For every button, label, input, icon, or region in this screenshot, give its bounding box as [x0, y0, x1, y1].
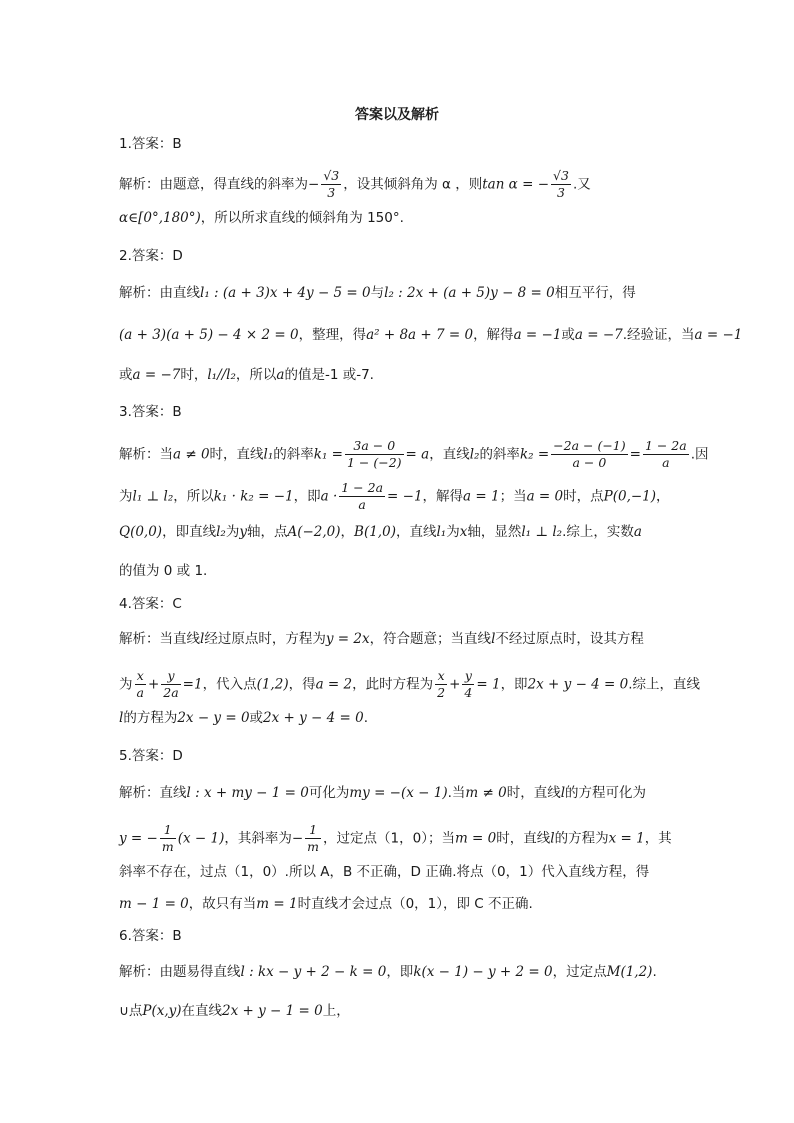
text: ，直线: [395, 524, 437, 540]
math: k₁ · k₂ = −1: [213, 488, 294, 505]
solution-3-line-4: [119, 561, 679, 581]
fraction: [643, 438, 689, 471]
text: 与: [370, 285, 385, 301]
text: 可化为: [308, 785, 350, 801]
math: (1,2): [256, 676, 289, 693]
fraction: [321, 168, 341, 201]
text: .经验证，当: [622, 327, 695, 343]
text: 的方程可化为: [565, 785, 647, 801]
math: l: [560, 785, 566, 801]
numerator: y: [462, 668, 474, 685]
text: 经过原点时，方程为: [204, 631, 326, 647]
text: ；当: [499, 488, 527, 505]
text: 为: [119, 488, 133, 505]
numerator: 1: [305, 822, 321, 839]
text: ，此时方程为: [352, 676, 434, 693]
fraction: [305, 822, 321, 855]
fraction: [462, 668, 474, 701]
fraction: [345, 438, 404, 471]
math: x = 1: [608, 830, 645, 847]
text: 解析：当直线: [119, 631, 200, 647]
math: l: [119, 710, 124, 726]
text: .又: [572, 176, 591, 193]
math: Q(0,0): [119, 524, 163, 540]
text: ，得: [288, 676, 316, 693]
answer-1: 1.答案：B: [119, 136, 182, 152]
math: P(0,−1): [603, 488, 657, 505]
math: a ≠ 0: [173, 446, 210, 463]
math: A(−2,0): [287, 524, 341, 540]
fraction: [161, 668, 180, 701]
text: 解析：由题易得直线: [119, 964, 241, 980]
text: ，所以所求直线的倾斜角为 150°.: [200, 210, 404, 226]
solution-5-line-1: [119, 783, 679, 803]
math: a ·: [320, 488, 338, 505]
math: = 1: [476, 676, 501, 693]
solution-6-line-2: [119, 1001, 679, 1021]
answer-3: 3.答案：B: [119, 404, 182, 420]
text: .: [652, 964, 657, 980]
solution-3-line-2: [119, 480, 679, 513]
denominator: 2: [437, 685, 446, 700]
math: a = −1: [513, 327, 562, 343]
text: ，解得: [473, 327, 514, 343]
solution-1-line-2: [119, 208, 679, 228]
text: ，故只有当: [188, 896, 257, 912]
text: 的斜率: [479, 446, 520, 463]
solution-1-line-1: [119, 168, 679, 201]
answer-4: 4.答案：C: [119, 596, 182, 612]
math: B(1,0): [354, 524, 396, 540]
math: l₁ ⊥ l₂: [521, 524, 563, 540]
math: a: [633, 524, 642, 540]
math: = a: [405, 446, 430, 463]
math: l₁ : (a + 3)x + 4y − 5 = 0: [200, 285, 371, 301]
denominator: m: [307, 839, 320, 854]
numerator: 1: [160, 822, 176, 839]
text: ，过定点: [552, 964, 607, 980]
text: .综上，实数: [562, 524, 634, 540]
math: = −1: [387, 488, 423, 505]
numerator: x: [135, 668, 146, 685]
math: l : x + my − 1 = 0: [186, 785, 309, 801]
math: k(x − 1) − y + 2 = 0: [413, 964, 553, 980]
math: +: [147, 676, 160, 693]
text: ，所以: [235, 367, 277, 383]
math: l₁//l₂: [207, 367, 236, 383]
solution-5-line-4: [119, 894, 679, 914]
numerator: √3: [323, 168, 340, 183]
text: ，符合题意；当直线: [369, 631, 492, 647]
text: 的方程为: [123, 710, 178, 726]
solution-4-line-3: [119, 708, 679, 728]
math: y = −: [119, 830, 158, 847]
fraction: [551, 168, 571, 201]
math: tan α = −: [482, 176, 550, 193]
text: 上，: [322, 1003, 350, 1019]
text: 为: [119, 676, 133, 693]
text: ，: [656, 488, 670, 505]
answer-6: 6.答案：B: [119, 928, 182, 944]
math: l₂ : 2x + (a + 5)y − 8 = 0: [384, 285, 555, 301]
math: m = 0: [454, 830, 497, 847]
solution-3-line-1: [119, 438, 709, 471]
math: k₂ =: [519, 446, 550, 463]
text: 的值是-1 或-7.: [284, 367, 374, 383]
denominator: a − 0: [572, 455, 607, 470]
text: ，即: [386, 964, 414, 980]
text: ，直线: [429, 446, 470, 463]
fraction: [135, 668, 146, 701]
math: =: [629, 446, 641, 463]
text: ，其斜率为: [224, 830, 292, 847]
numerator: 1 − 2a: [644, 438, 687, 453]
solution-4-line-1: [119, 629, 679, 649]
math: k₁ =: [313, 446, 343, 463]
math: 2x + y − 4 = 0: [527, 676, 629, 693]
fraction: [435, 668, 447, 701]
answer-2: 2.答案：D: [119, 248, 183, 264]
text: 的值为 0 或 1.: [119, 563, 208, 579]
text: 或: [249, 710, 264, 726]
math: −: [291, 830, 304, 847]
math: a = −1: [694, 327, 743, 343]
solution-5-line-3: [119, 862, 679, 882]
math: =1: [182, 676, 203, 693]
text: 轴，点: [246, 524, 288, 540]
text: 的方程为: [554, 830, 609, 847]
denominator: 4: [464, 685, 473, 700]
denominator: 3: [557, 185, 565, 200]
numerator: −2a − (−1): [553, 438, 626, 453]
solution-6-line-1: [119, 962, 679, 982]
math: a = −7: [574, 327, 623, 343]
text: ，整理，得: [298, 327, 367, 343]
math: m − 1 = 0: [119, 896, 189, 912]
fraction: [339, 480, 385, 513]
math: 2x − y = 0: [177, 710, 250, 726]
text: .当: [447, 785, 466, 801]
math: l₂: [469, 446, 480, 463]
text: ∪点: [119, 1003, 143, 1019]
text: ，代入点: [202, 676, 257, 693]
text: 在直线: [181, 1003, 223, 1019]
text: ，所以: [173, 488, 214, 505]
math: y = 2x: [325, 631, 370, 647]
numerator: √3: [553, 168, 569, 183]
text: 为: [225, 524, 240, 540]
math: l₁ ⊥ l₂: [132, 488, 174, 505]
text: 不经过原点时，设其方程: [495, 631, 644, 647]
solution-4-line-2: [119, 668, 701, 701]
math: 2x + y − 1 = 0: [222, 1003, 323, 1019]
solution-3-line-3: [119, 522, 679, 542]
text: 相互平行，得: [554, 285, 636, 301]
text: 时，直线: [506, 785, 561, 801]
text: 时，: [180, 367, 208, 383]
text: ，其: [644, 830, 672, 847]
text: ，解得: [422, 488, 464, 505]
text: .综上，直线: [628, 676, 701, 693]
text: 或: [561, 327, 575, 343]
math: l : kx − y + 2 − k = 0: [240, 964, 387, 980]
math: l₁: [436, 524, 447, 540]
math: a = −7: [132, 367, 181, 383]
math: M(1,2): [606, 964, 653, 980]
text: 时直线才会过点（0，1），即 C 不正确.: [297, 896, 533, 912]
math: y: [239, 524, 247, 540]
numerator: 1 − 2a: [341, 480, 384, 495]
text: ，: [340, 524, 355, 540]
text: 或: [119, 367, 133, 383]
denominator: 2a: [163, 685, 179, 700]
math: 2x + y − 4 = 0: [263, 710, 364, 726]
math: l₂: [216, 524, 226, 540]
solution-5-line-2: [119, 822, 679, 855]
denominator: 1 − (−2): [346, 455, 402, 470]
text: ，过定点（1，0）；当: [323, 830, 455, 847]
math: a = 2: [315, 676, 353, 693]
text: 解析：直线: [119, 785, 187, 801]
fraction: [551, 438, 627, 471]
denominator: a: [358, 497, 366, 512]
text: ，即直线: [162, 524, 217, 540]
text: 解析：由直线: [119, 285, 200, 301]
text: .因: [690, 446, 709, 463]
math: a² + 8a + 7 = 0: [366, 327, 474, 343]
text: 的斜率: [273, 446, 314, 463]
math: P(x,y): [142, 1003, 182, 1019]
math: a: [276, 367, 285, 383]
math: my = −(x − 1): [349, 785, 448, 801]
solution-2-line-3: [119, 365, 679, 385]
math: +: [449, 676, 461, 693]
solution-2-line-2: [119, 325, 743, 345]
math: l₁: [263, 446, 274, 463]
math: a = 0: [526, 488, 564, 505]
denominator: 3: [327, 185, 336, 200]
math: l: [550, 830, 555, 847]
denominator: a: [136, 685, 144, 700]
text: 时，点: [563, 488, 604, 505]
math: (a + 3)(a + 5) − 4 × 2 = 0: [119, 327, 299, 343]
text: 解析：当: [119, 446, 173, 463]
text: ，设其倾斜角为 α ，则: [343, 176, 483, 193]
math: a = 1: [463, 488, 500, 505]
numerator: y: [161, 668, 180, 685]
numerator: x: [435, 668, 447, 685]
text: 为: [446, 524, 460, 540]
math: l: [200, 631, 205, 647]
math: x: [459, 524, 468, 540]
denominator: a: [662, 455, 670, 470]
math: (x − 1): [177, 830, 225, 847]
math: l: [491, 631, 496, 647]
denominator: m: [161, 839, 174, 854]
text: 时，直线: [209, 446, 264, 463]
page-title: 答案以及解析: [355, 107, 439, 123]
math: α∈[0°,180°): [119, 210, 201, 226]
fraction: [160, 822, 176, 855]
text: .: [363, 710, 369, 726]
numerator: 3a − 0: [345, 438, 404, 455]
text: ，即: [500, 676, 528, 693]
math: m = 1: [256, 896, 298, 912]
answer-5: 5.答案：D: [119, 748, 183, 764]
text: 斜率不存在，过点（1，0）.所以 A，B 不正确，D 正确.将点（0，1）代入直线方程，得: [119, 864, 650, 880]
text: ，即: [293, 488, 321, 505]
solution-2-line-1: [119, 283, 679, 303]
text: 轴，显然: [467, 524, 522, 540]
math: −: [308, 176, 320, 193]
math: m ≠ 0: [465, 785, 507, 801]
text: 解析：由题意，得直线的斜率为: [119, 176, 308, 193]
text: 时，直线: [496, 830, 551, 847]
